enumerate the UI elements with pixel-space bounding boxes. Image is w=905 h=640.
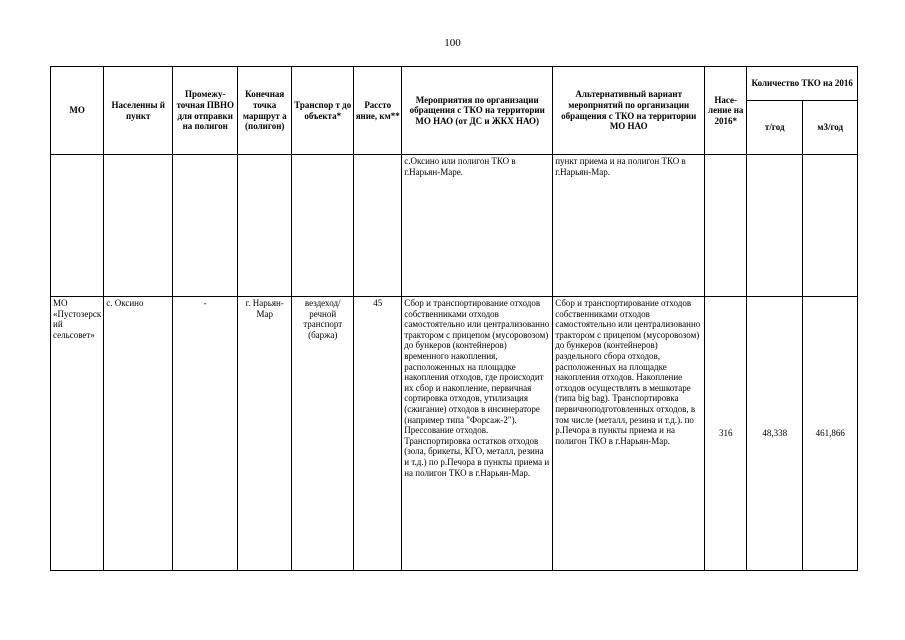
cell-population: 316 [705, 297, 747, 571]
header-quantity: Количество ТКО на 2016 [747, 67, 858, 101]
cell-intermediate-point: - [173, 297, 238, 571]
header-tons: т/год [747, 101, 803, 155]
header-transport: Транспор т до объекта* [292, 67, 354, 155]
continuation-row [51, 155, 858, 297]
header-mo: МО [51, 67, 104, 155]
cell-m3: 461,866 [803, 297, 858, 571]
tko-table [50, 66, 858, 571]
header-measures: Мероприятия по организации обращения с ТКО на территории МО НАО (от ДС и ЖКХ НАО) [402, 67, 553, 155]
header-m3: м3/год [803, 101, 858, 155]
cell-tons: 48,338 [747, 297, 803, 571]
continuation-alternative: пункт приема и на полигон ТКО в г.Нарьян-Мар. [553, 155, 705, 297]
table-row [51, 297, 858, 571]
cell-alternative: Сбор и транспортирование отходов собственниками отходов самостоятельно или централизованно трактором с прицепом (мусоровозом) до бункеров (контейнеров) раздельного сбора отходов, расположенных на площадке накопления отходов. Накопление отходов осуществлять в мешкотаре (типа big bag). Транспортировка первичноподготовленных отходов, в том числе (металл, резина и т.д.). по р.Печора в пункты приема и на полигон ТКО в г.Нарьян-Мар. [553, 297, 705, 571]
header-intermediate-point: Промежу-точная ПВНО для отправки на полигон [173, 67, 238, 155]
header-settlement: Населенны й пункт [104, 67, 173, 155]
cell-transport: вездеход/ речной транспорт (баржа) [292, 297, 354, 571]
header-distance: Рассто яние, км** [354, 67, 402, 155]
cell-settlement: с. Оксино [104, 297, 173, 571]
page-number: 100 [444, 37, 461, 49]
cell-mo: МО «Пустозерск ий сельсовет» [51, 297, 104, 571]
cell-end-point: г. Нарьян-Мар [238, 297, 292, 571]
header-population: Насе-ление на 2016* [705, 67, 747, 155]
cell-distance: 45 [354, 297, 402, 571]
continuation-measures: с.Оксино или полигон ТКО в г.Нарьян-Маре. [402, 155, 553, 297]
header-end-point: Конечная точка маршрут а (полигон) [238, 67, 292, 155]
header-row [51, 67, 858, 101]
cell-measures: Сбор и транспортирование отходов собственниками отходов самостоятельно или централизованно трактором с прицепом (мусоровозом) до бункеров (контейнеров) временного накопления, расположенных на площадке накопления отходов, где происходит их сбор и накопление, первичная сортировка отходов, утилизация (сжигание) отходов в инсинераторе (например типа "Форсаж-2"). Прессование отходов. Транспортировка остатков отходов (зола, брикеты, КГО, металл, резина и т.д.) по р.Печора в пункты приема и на полигон ТКО в г.Нарьян-Мар. [402, 297, 553, 571]
header-alternative: Альтернативный вариант мероприятий по организации обращения с ТКО на территории МО НАО [553, 67, 705, 155]
